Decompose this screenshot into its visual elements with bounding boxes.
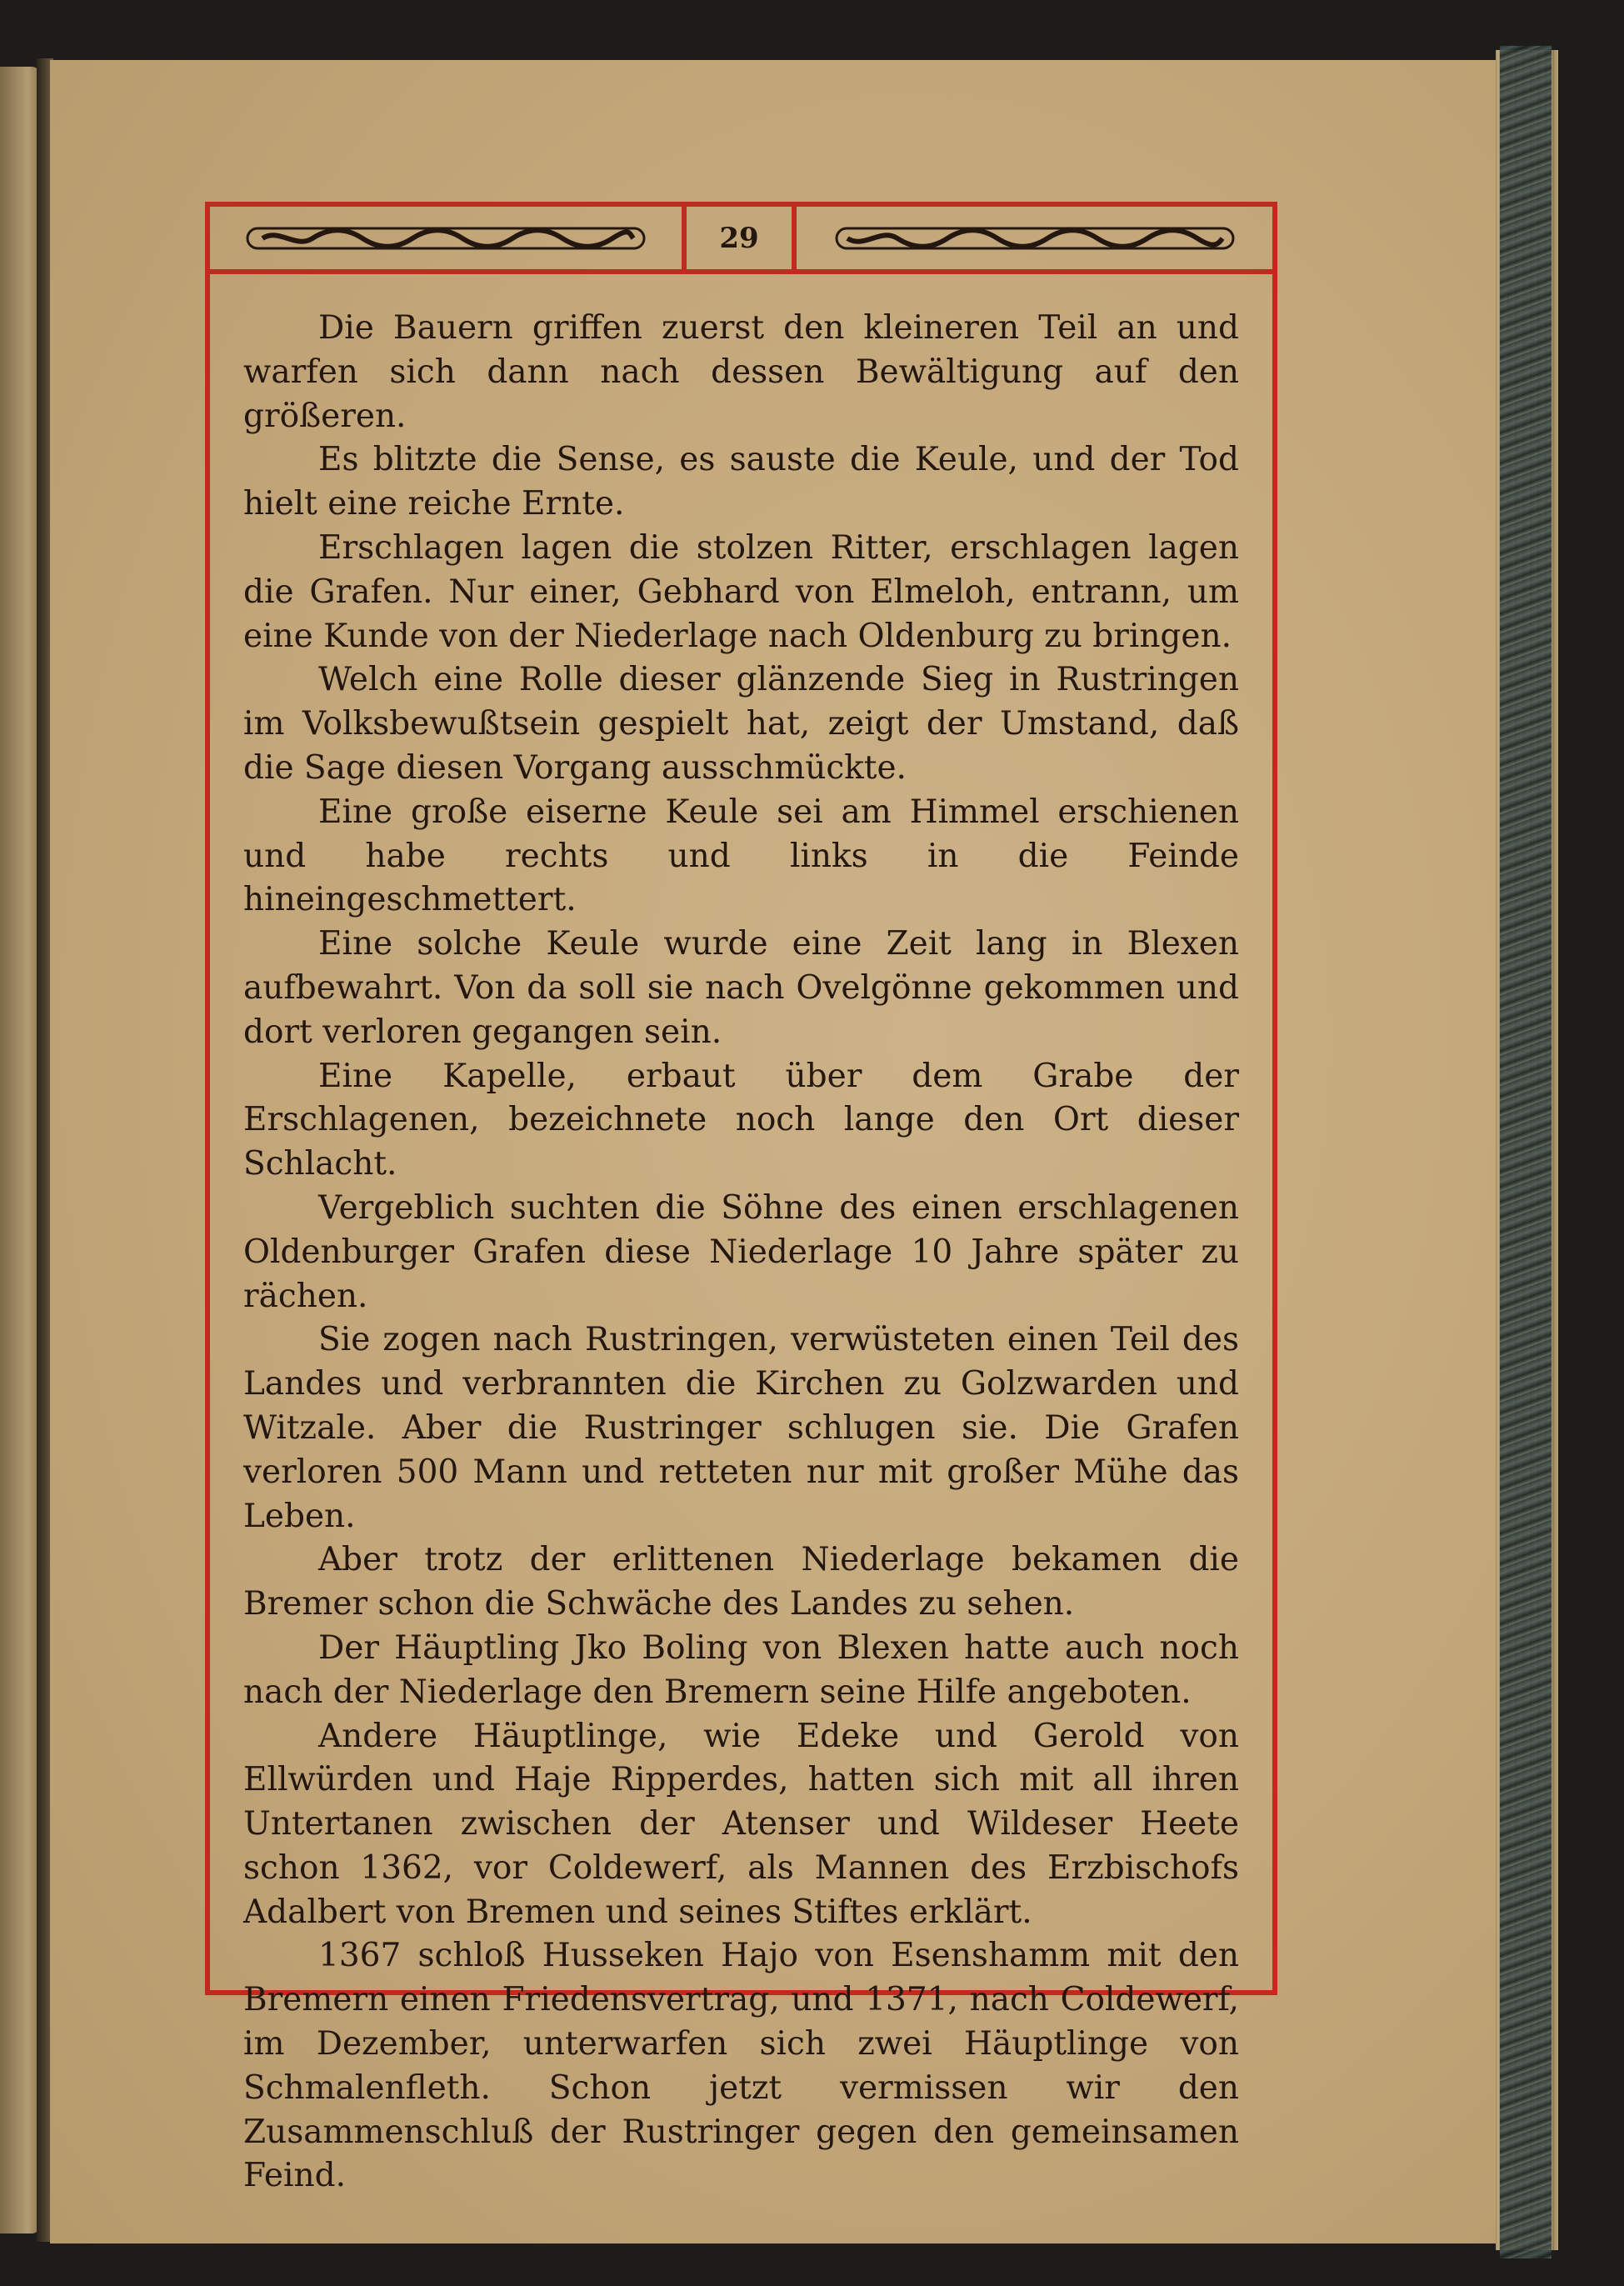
ornament-wave-icon bbox=[835, 226, 1235, 251]
facing-page-edge bbox=[0, 67, 40, 2233]
page-header bbox=[210, 207, 1272, 274]
paragraph: Es blitzte die Sense, es sauste die Keule, und der Tod hielt eine reiche Ernte. bbox=[243, 441, 1239, 523]
page-number: 29 bbox=[687, 207, 797, 269]
paragraph: Erschlagen lagen die stolzen Ritter, erschlagen lagen die Grafen. Nur einer, Gebhard von Elmeloh, entrann, um eine Kunde von der Niederlage nach Oldenburg zu bringen. bbox=[243, 528, 1239, 655]
header-ornament-right bbox=[797, 207, 1272, 269]
paragraph: Eine Kapelle, erbaut über dem Grabe der Erschlagenen, bezeichnete noch lange den Ort dieser Schlacht. bbox=[243, 1057, 1239, 1183]
ornament-wave-icon bbox=[246, 226, 646, 251]
paragraph: Eine solche Keule wurde eine Zeit lang in Blexen aufbewahrt. Von da soll sie nach Ovelgönne gekommen und dort verloren gegangen sein. bbox=[243, 925, 1239, 1051]
paragraph: Vergeblich suchten die Söhne des einen erschlagenen Oldenburger Grafen diese Niederlage 10 Jahre später zu rächen. bbox=[243, 1188, 1239, 1315]
paragraph: Eine große eiserne Keule sei am Himmel erschienen und habe rechts und links in die Feinde hineingeschmettert. bbox=[243, 793, 1239, 919]
header-ornament-left bbox=[210, 207, 687, 269]
paragraph: Die Bauern griffen zuerst den kleineren Teil an und warfen sich dann nach dessen Bewältigung auf den größeren. bbox=[243, 309, 1239, 435]
paragraph: Der Häuptling Jko Boling von Blexen hatte auch noch nach der Niederlage den Bremern seine Hilfe angeboten. bbox=[243, 1628, 1239, 1711]
paragraph: Andere Häuptlinge, wie Edeke und Gerold von Ellwürden und Haje Ripperdes, hatten sich mit all ihren Untertanen zwischen der Atenser und Wildeser Heete schon 1362, vor Coldewerf, als Mannen des Erzbischofs Adalbert von Bremen und seines Stiftes erklärt. bbox=[243, 1717, 1239, 1931]
page-frame bbox=[205, 202, 1277, 2195]
paragraph: Sie zogen nach Rustringen, verwüsteten einen Teil des Landes und verbrannten die Kirchen zu Golzwarden und Witzale. Aber die Rustringer schlugen sie. Die Grafen verloren 500 Mann und retteten nur mit großer Mühe das Leben. bbox=[243, 1321, 1239, 1535]
paragraph: Welch eine Rolle dieser glänzende Sieg in Rustringen im Volksbewußtsein gespielt hat, zeigt der Umstand, daß die Sage diesen Vorgang ausschmückte. bbox=[243, 661, 1239, 787]
book-cover-edge bbox=[1500, 46, 1552, 2258]
paragraph: Aber trotz der erlittenen Niederlage bekamen die Bremer schon die Schwäche des Landes zu sehen. bbox=[243, 1541, 1239, 1623]
paragraph: 1367 schloß Husseken Hajo von Esenshamm mit den Bremern einen Friedensvertrag, und 1371, nach Coldewerf, im Dezember, unterwarfen sich zwei Häuptlinge von Schmalenfleth. Schon jetzt vermissen wir den Zusammenschluß der Rustringer gegen den gemeinsamen Feind. bbox=[243, 1937, 1239, 2195]
page-body bbox=[243, 307, 1239, 2198]
